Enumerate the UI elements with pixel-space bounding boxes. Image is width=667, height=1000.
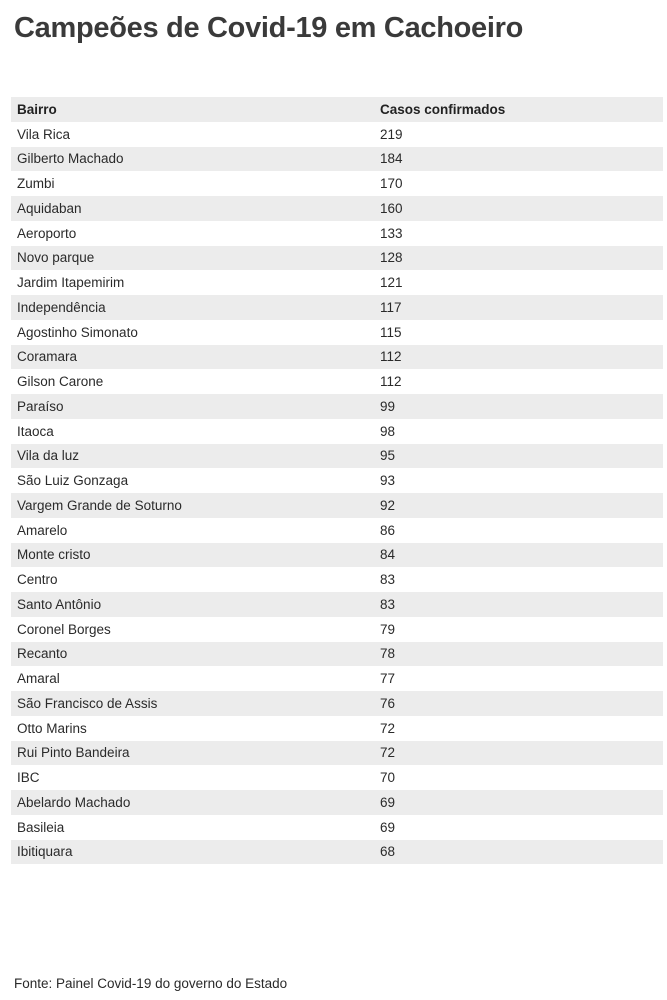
cases-table <box>11 97 663 864</box>
cell-casos: 112 <box>374 369 663 394</box>
cell-bairro: Novo parque <box>11 246 374 271</box>
cell-casos: 128 <box>374 246 663 271</box>
cell-casos: 92 <box>374 493 663 518</box>
cell-bairro: São Francisco de Assis <box>11 691 374 716</box>
table-row <box>11 567 663 592</box>
cell-casos: 72 <box>374 716 663 741</box>
table-row <box>11 419 663 444</box>
table-row <box>11 840 663 865</box>
cell-bairro: Jardim Itapemirim <box>11 270 374 295</box>
cell-bairro: São Luiz Gonzaga <box>11 468 374 493</box>
table-row <box>11 666 663 691</box>
cell-casos: 78 <box>374 642 663 667</box>
cell-casos: 69 <box>374 815 663 840</box>
cell-casos: 93 <box>374 468 663 493</box>
cell-casos: 170 <box>374 171 663 196</box>
table-row <box>11 741 663 766</box>
table-row <box>11 716 663 741</box>
cell-bairro: Otto Marins <box>11 716 374 741</box>
cell-bairro: Coramara <box>11 345 374 370</box>
table-header-row <box>11 97 663 122</box>
cell-bairro: Gilberto Machado <box>11 147 374 172</box>
cell-bairro: Vila da luz <box>11 444 374 469</box>
cell-casos: 79 <box>374 617 663 642</box>
cell-bairro: Santo Antônio <box>11 592 374 617</box>
table-row <box>11 642 663 667</box>
cell-bairro: Paraíso <box>11 394 374 419</box>
cell-casos: 86 <box>374 518 663 543</box>
cell-casos: 117 <box>374 295 663 320</box>
cell-casos: 77 <box>374 666 663 691</box>
cell-bairro: Vila Rica <box>11 122 374 147</box>
table-row <box>11 295 663 320</box>
cell-casos: 115 <box>374 320 663 345</box>
table-row <box>11 394 663 419</box>
cell-bairro: Centro <box>11 567 374 592</box>
table-row <box>11 468 663 493</box>
table-row <box>11 369 663 394</box>
cell-casos: 95 <box>374 444 663 469</box>
table-row <box>11 147 663 172</box>
cell-bairro: IBC <box>11 765 374 790</box>
cell-bairro: Vargem Grande de Soturno <box>11 493 374 518</box>
table-row <box>11 790 663 815</box>
table-row <box>11 122 663 147</box>
page-title: Campeões de Covid-19 em Cachoeiro <box>14 12 524 44</box>
table-row <box>11 543 663 568</box>
table-row <box>11 196 663 221</box>
cell-bairro: Abelardo Machado <box>11 790 374 815</box>
cell-casos: 121 <box>374 270 663 295</box>
cell-bairro: Zumbi <box>11 171 374 196</box>
table-row <box>11 765 663 790</box>
cell-bairro: Ibitiquara <box>11 840 374 865</box>
table-row <box>11 493 663 518</box>
cell-casos: 133 <box>374 221 663 246</box>
table-row <box>11 270 663 295</box>
cell-casos: 83 <box>374 592 663 617</box>
cell-casos: 84 <box>374 543 663 568</box>
cell-casos: 68 <box>374 840 663 865</box>
table-row <box>11 592 663 617</box>
cell-bairro: Itaoca <box>11 419 374 444</box>
cell-casos: 112 <box>374 345 663 370</box>
table-row <box>11 691 663 716</box>
table-body <box>11 122 663 865</box>
cell-bairro: Recanto <box>11 642 374 667</box>
cell-bairro: Coronel Borges <box>11 617 374 642</box>
table-row <box>11 345 663 370</box>
cell-bairro: Amaral <box>11 666 374 691</box>
cell-bairro: Amarelo <box>11 518 374 543</box>
column-header-casos: Casos confirmados <box>374 97 663 122</box>
cell-bairro: Agostinho Simonato <box>11 320 374 345</box>
cell-casos: 160 <box>374 196 663 221</box>
cell-bairro: Independência <box>11 295 374 320</box>
cases-table-container <box>11 97 663 864</box>
table-row <box>11 246 663 271</box>
table-row <box>11 221 663 246</box>
cell-casos: 70 <box>374 765 663 790</box>
cell-bairro: Gilson Carone <box>11 369 374 394</box>
table-row <box>11 617 663 642</box>
cell-casos: 99 <box>374 394 663 419</box>
cell-casos: 184 <box>374 147 663 172</box>
cell-casos: 69 <box>374 790 663 815</box>
table-row <box>11 320 663 345</box>
cell-bairro: Aeroporto <box>11 221 374 246</box>
table-row <box>11 815 663 840</box>
cell-casos: 83 <box>374 567 663 592</box>
cell-casos: 98 <box>374 419 663 444</box>
cell-bairro: Monte cristo <box>11 543 374 568</box>
cell-casos: 72 <box>374 741 663 766</box>
table-row <box>11 518 663 543</box>
cell-bairro: Aquidaban <box>11 196 374 221</box>
cell-bairro: Rui Pinto Bandeira <box>11 741 374 766</box>
table-row <box>11 171 663 196</box>
column-header-bairro: Bairro <box>11 97 374 122</box>
cell-casos: 219 <box>374 122 663 147</box>
cell-bairro: Basileia <box>11 815 374 840</box>
table-row <box>11 444 663 469</box>
source-note: Fonte: Painel Covid-19 do governo do Estado <box>14 976 288 991</box>
cell-casos: 76 <box>374 691 663 716</box>
